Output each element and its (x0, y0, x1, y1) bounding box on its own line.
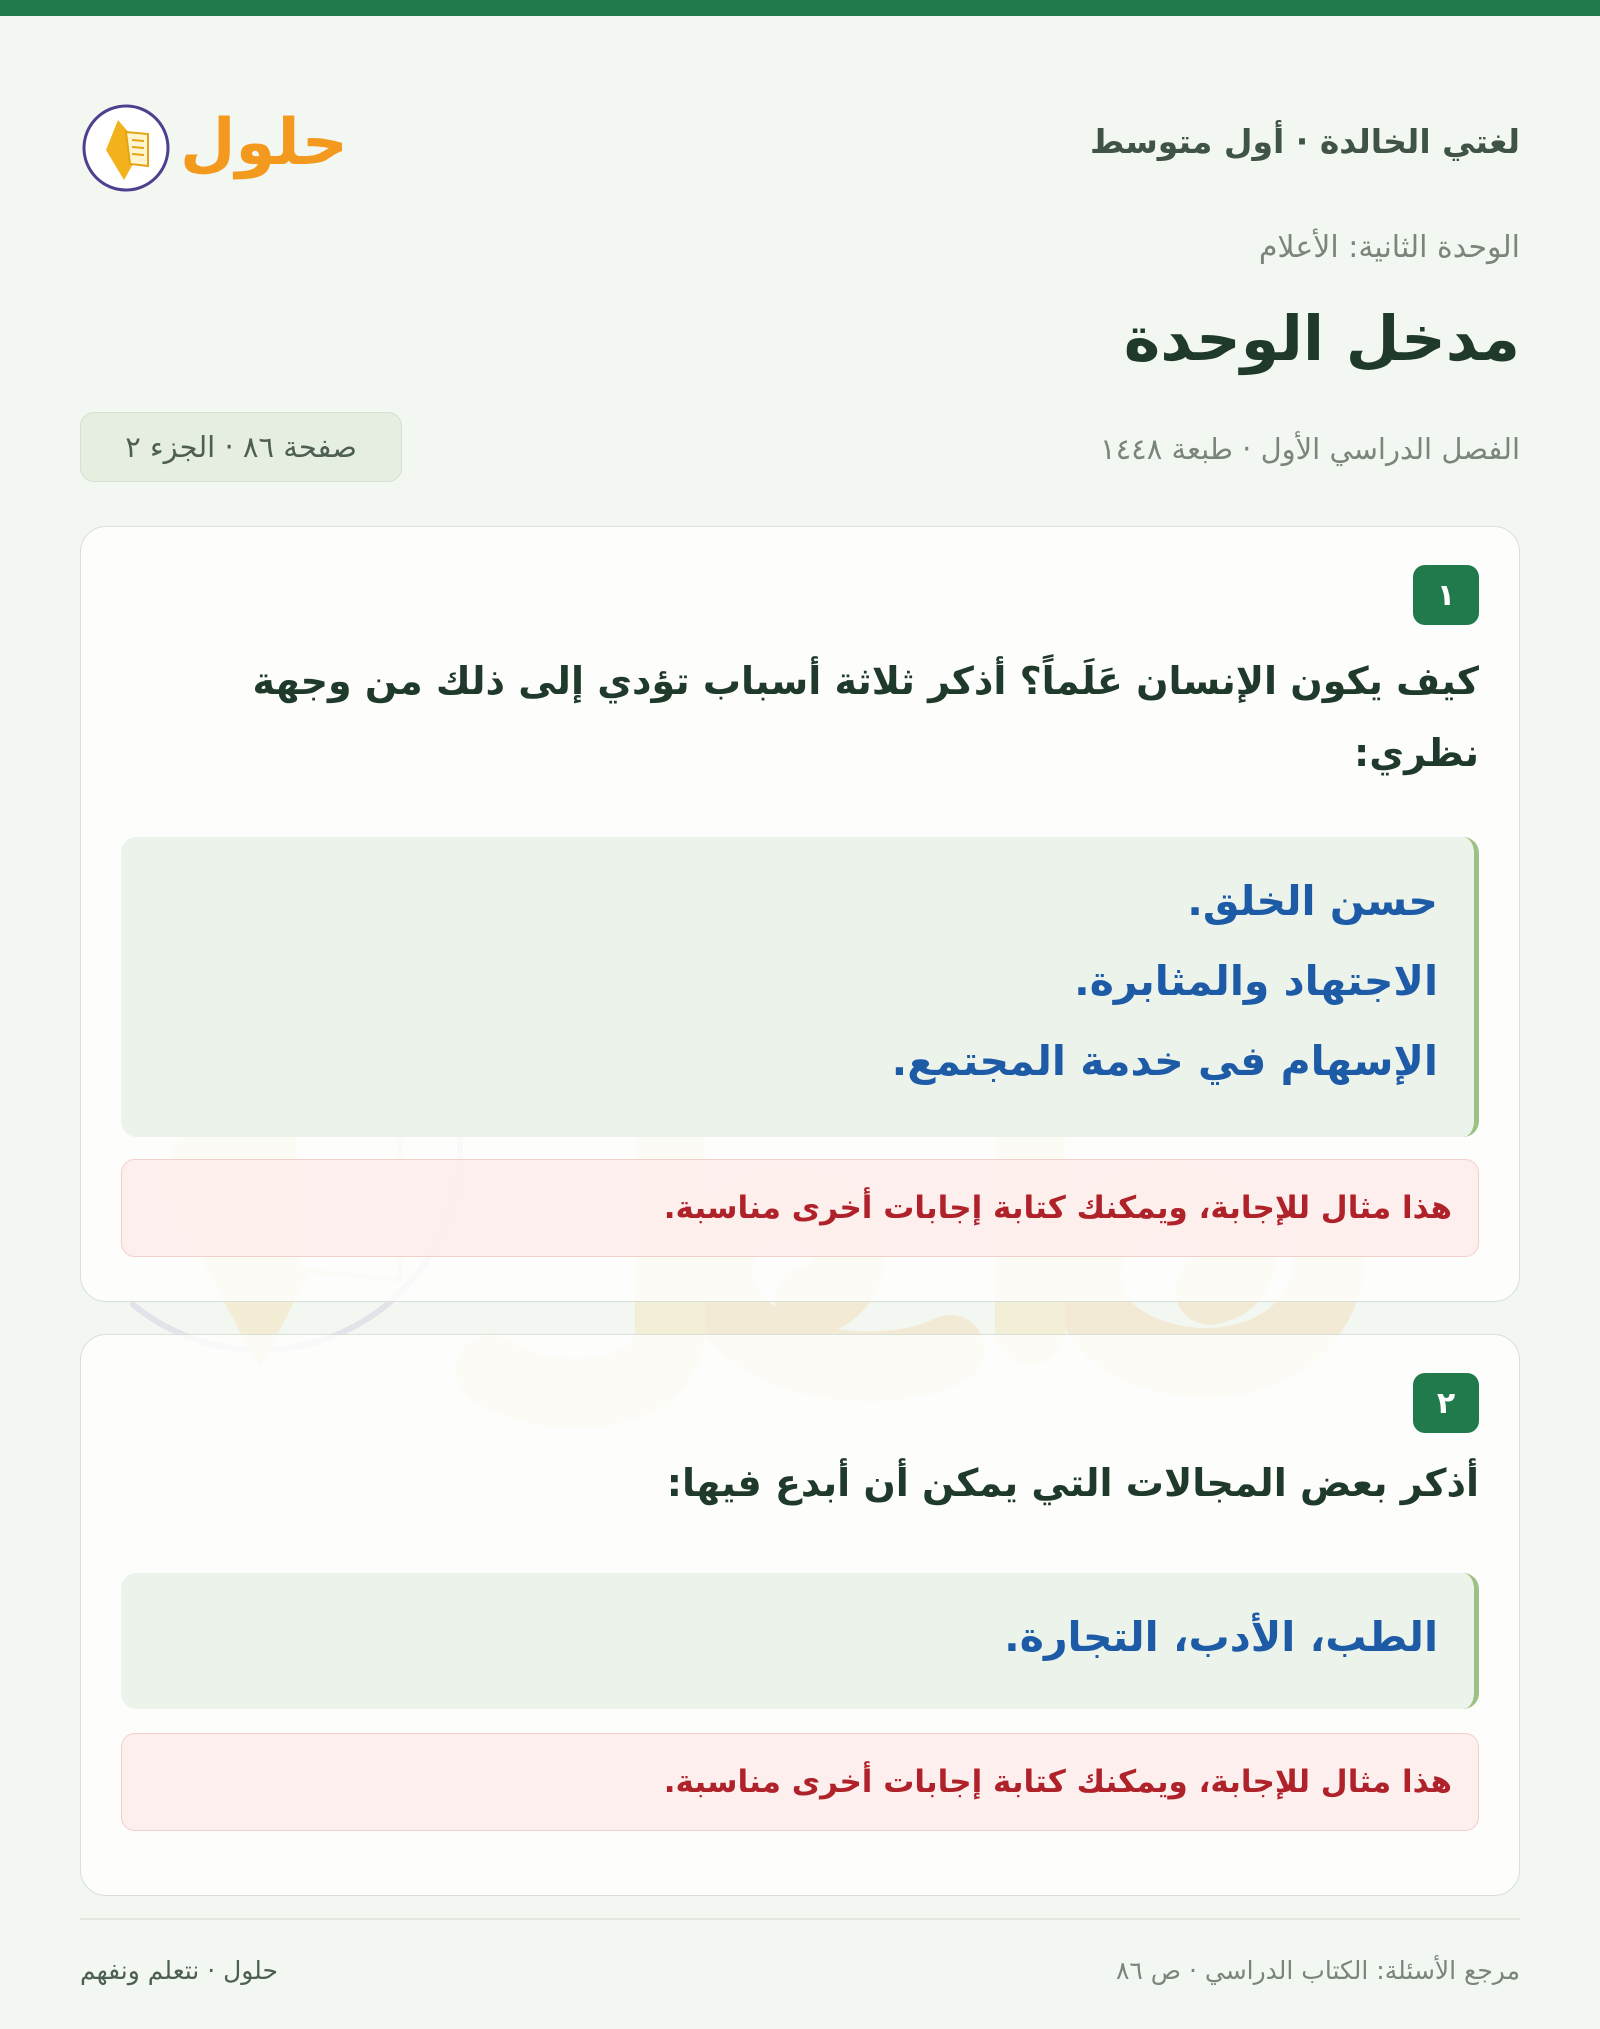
question-card (80, 1334, 1520, 1896)
answer-box (121, 837, 1479, 1137)
site-logo[interactable] (80, 76, 370, 206)
answer-box (121, 1573, 1479, 1709)
footer-divider (80, 1918, 1520, 1920)
answer-line: الإسهام في خدمة المجتمع. (891, 1037, 1438, 1085)
top-accent-bar (0, 0, 1600, 16)
page-reference-badge: صفحة ٨٦ · الجزء ٢ (80, 412, 402, 482)
answer-line: حسن الخلق. (1187, 877, 1438, 925)
footer-tagline: حلول · نتعلم ونفهم (80, 1956, 278, 1985)
answer-line: الاجتهاد والمثابرة. (1074, 957, 1438, 1005)
semester-edition: الفصل الدراسي الأول · طبعة ١٤٤٨ (1100, 432, 1520, 466)
page (80, 16, 1520, 2029)
unit-label: الوحدة الثانية: الأعلام (1258, 230, 1520, 265)
footer-source: مرجع الأسئلة: الكتاب الدراسي · ص ٨٦ (1115, 1956, 1520, 1985)
question-number-badge: ٢ (1413, 1373, 1479, 1433)
page-title: مدخل الوحدة (1123, 302, 1520, 375)
subject-title: لغتي الخالدة · أول متوسط (1089, 122, 1520, 161)
answer-line: الطب، الأدب، التجارة. (1004, 1613, 1438, 1661)
question-text: كيف يكون الإنسان عَلَماً؟ أذكر ثلاثة أسباب تؤدي إلى ذلك من وجهة نظري: (252, 659, 1479, 775)
question-number-badge: ١ (1413, 565, 1479, 625)
example-answer-note: هذا مثال للإجابة، ويمكنك كتابة إجابات أخرى مناسبة. (121, 1733, 1479, 1831)
question-text: أذكر بعض المجالات التي يمكن أن أبدع فيها: (666, 1461, 1479, 1505)
header (80, 76, 1520, 206)
logo-text: حلول (180, 106, 348, 180)
question-card (80, 526, 1520, 1302)
example-answer-note: هذا مثال للإجابة، ويمكنك كتابة إجابات أخرى مناسبة. (121, 1159, 1479, 1257)
